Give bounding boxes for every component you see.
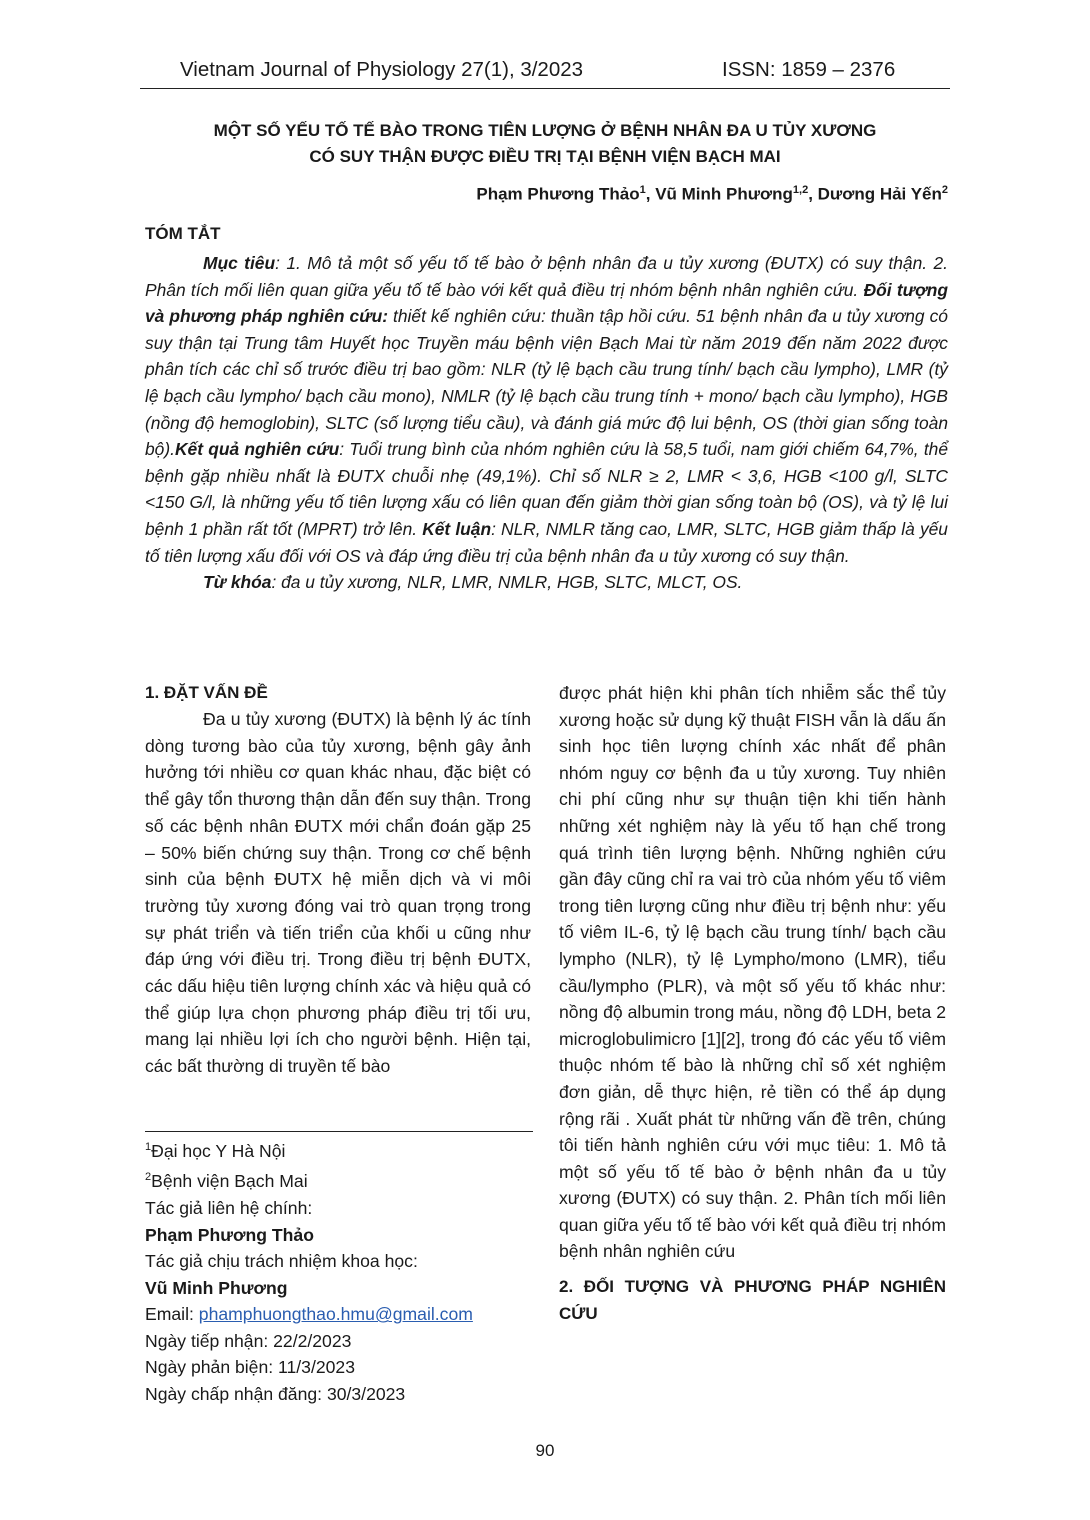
email-link[interactable]: phamphuongthao.hmu@gmail.com	[198, 1304, 473, 1325]
author-list	[476, 184, 948, 205]
affiliation-sup: 2	[145, 1171, 152, 1184]
page-number: 90	[535, 1441, 555, 1460]
abstract-body	[145, 250, 948, 596]
contact-author-name: Phạm Phương Thảo	[145, 1224, 314, 1245]
footnotes	[145, 1134, 533, 1408]
section-heading: 1. ĐẶT VẤN ĐỀ	[145, 683, 268, 702]
abstract-label-methods: Đối tượng và phương pháp nghiên cứu:	[145, 279, 948, 327]
email-label: Email:	[145, 1304, 199, 1325]
running-header	[140, 54, 950, 89]
article-title	[140, 118, 950, 170]
right-column	[559, 680, 946, 1327]
left-column	[145, 680, 531, 1080]
journal-name: Vietnam Journal of Physiology 27(1), 3/2023	[180, 58, 584, 81]
keywords-label: Từ khóa	[203, 572, 272, 593]
title-line-1: MỘT SỐ YẾU TỐ TẾ BÀO TRONG TIÊN LƯỢNG Ở BỆNH NHÂN ĐA U TỦY XƯƠNG	[213, 121, 877, 140]
abstract-paragraph	[145, 250, 948, 569]
author-affiliation-sup: 1,2	[792, 184, 809, 196]
abstract-label-conclusion: Kết luận	[422, 518, 492, 539]
author-name: Dương Hải Yến	[817, 184, 942, 204]
affiliation-text: Bệnh viện Bạch Mai	[151, 1171, 308, 1192]
contact-label: Tác giả liên hệ chính:	[145, 1197, 313, 1218]
received-date: Ngày tiếp nhận: 22/2/2023	[145, 1330, 352, 1351]
author-affiliation-sup: 2	[941, 184, 948, 196]
footnote-divider	[145, 1131, 533, 1132]
author-name: Phạm Phương Thảo	[476, 184, 640, 204]
author-separator: ,	[645, 184, 656, 204]
affiliation-1	[145, 1134, 533, 1164]
keywords-text: : đa u tủy xương, NLR, LMR, NMLR, HGB, SLTC, MLCT, OS.	[271, 572, 743, 593]
affiliation-sup: 1	[145, 1141, 152, 1153]
title-line-2: CÓ SUY THẬN ĐƯỢC ĐIỀU TRỊ TẠI BỆNH VIỆN BẠCH MAI	[309, 147, 781, 166]
email-line	[145, 1301, 533, 1328]
abstract-heading: TÓM TẮT	[145, 224, 221, 243]
affiliation-2	[145, 1164, 533, 1194]
abstract-methods-text: thiết kế nghiên cứu: thuần tập hồi cứu. 51 bệnh nhân đa u tủy xương có suy thận tại Trung tâm Huyết học Truyền máu bệnh viện Bạch Mai từ năm 2019 đến năm 2022 được phân tích các chỉ số trước điều trị bao gồm: NLR (tỷ lệ bạch cầu trung tính/ bạch cầu lympho), LMR (tỷ lệ bạch cầu lympho/ bạch cầu mono), NMLR (tỷ lệ bạch cầu trung tính + mono/ bạch cầu lympho), HGB (nồng độ hemoglobin), SLTC (số lượng tiểu cầu), và đánh giá mức độ lui bệnh, OS (thời gian sống toàn bộ).	[145, 306, 948, 460]
abstract-results-text: : Tuổi trung bình của nhóm nghiên cứu là 58,5 tuổi, nam giới chiếm 64,7%, thể bệnh gặp nhiều nhất là ĐUTX chuỗi nhẹ (49,1%). Chỉ số NLR ≥ 2, LMR < 3,6, HGB <100 g/l, SLTC <150 G/l, là những yếu tố tiên lượng xấu có liên quan đến giảm thời gian sống toàn bộ (OS), và tỷ lệ lui bệnh 1 phần rất tốt (MPRT) trở lên.	[145, 439, 949, 539]
abstract-objective-text: : 1. Mô tả một số yếu tố tế bào ở bệnh nhân đa u tủy xương (ĐUTX) có suy thận. 2. Phân tích mối liên quan giữa yếu tố tế bào với kết quả điều trị nhóm bệnh nhân nghiên cứu.	[145, 253, 948, 300]
accepted-date: Ngày chấp nhận đăng: 30/3/2023	[145, 1384, 406, 1405]
issn: ISSN: 1859 – 2376	[722, 58, 896, 81]
author-affiliation-sup: 1	[639, 184, 646, 196]
science-author-name: Vũ Minh Phương	[145, 1277, 288, 1298]
affiliation-text: Đại học Y Hà Nội	[151, 1140, 286, 1161]
keywords-paragraph	[145, 569, 948, 596]
author-separator: ,	[808, 184, 818, 204]
intro-paragraph: Đa u tủy xương (ĐUTX) là bệnh lý ác tính dòng tương bào của tủy xương, bệnh gây ảnh hưởng tới nhiều cơ quan khác nhau, đặc biệt có thể gây tổn thương thận dẫn đến suy thận. Trong số các bệnh nhân ĐUTX mới chẩn đoán gặp 25 – 50% biến chứng suy thận. Trong cơ chế bệnh sinh của bệnh ĐUTX hệ miễn dịch và vi môi trường tủy xương đóng vai trò quan trọng trong sự phát triển và tiến triển của khối u cũng như đáp ứng với điều trị. Trong điều trị bệnh ĐUTX, các dấu hiệu tiên lượng chính xác và hiệu quả có thể giúp lựa chọn phương pháp điều trị tối ưu, mang lại nhiều lợi ích cho người bệnh. Hiện tại, các bất thường di truyền tế bào	[145, 709, 531, 1077]
author-name: Vũ Minh Phương	[655, 184, 793, 204]
abstract-label-objective: Mục tiêu	[203, 253, 276, 273]
science-author-label: Tác giả chịu trách nhiệm khoa học:	[145, 1251, 418, 1272]
abstract-label-results: Kết quả nghiên cứu	[174, 439, 340, 460]
abstract-conclusion-text: : NLR, NMLR tăng cao, LMR, SLTC, HGB giảm thấp là yếu tố tiên lượng xấu đối với OS và đáp ứng điều trị của bệnh nhân đa u tủy xương có suy thận.	[145, 518, 948, 566]
reviewed-date: Ngày phản biện: 11/3/2023	[145, 1357, 355, 1378]
intro-paragraph-continued: được phát hiện khi phân tích nhiễm sắc thể tủy xương hoặc sử dụng kỹ thuật FISH vẫn là dấu ấn sinh học tiên lượng chính xác nhất để phân nhóm nguy cơ bệnh đa u tủy xương. Tuy nhiên chi phí cũng như sự thuận tiện khi tiến hành những xét nghiệm này là yếu tố hạn chế trong quá trình tiên lượng bệnh. Những nghiên cứu gần đây cũng chỉ ra vai trò của nhóm yếu tố viêm trong tiên lượng cũng như điều trị bệnh như: yếu tố viêm IL-6, tỷ lệ bạch cầu trung tính/ bạch cầu lympho (NLR), tỷ lệ Lympho/mono (LMR), tiểu cầu/lympho (PLR), và một số yếu tố khác như: nồng độ albumin trong máu, nồng độ LDH, beta 2 microglobulimicro [1][2], trong đó các yếu tố viêm thuộc nhóm tế bào là những chỉ số xét nghiệm đơn giản, dễ thực hiện, rẻ tiền có thể áp dụng rộng rãi . Xuất phát từ những vấn đề trên, chúng tôi tiến hành nghiên cứu với mục tiêu: 1. Mô tả một số yếu tố tế bào ở bệnh nhân đa u tủy xương (ĐUTX) có suy thận. 2. Phân tích mối liên quan giữa yếu tố tế bào với kết quả điều trị nhóm bệnh nhân nghiên cứu	[559, 683, 946, 1262]
section-heading: 2. ĐỐI TƯỢNG VÀ PHƯƠNG PHÁP NGHIÊN CỨU	[559, 1277, 946, 1324]
